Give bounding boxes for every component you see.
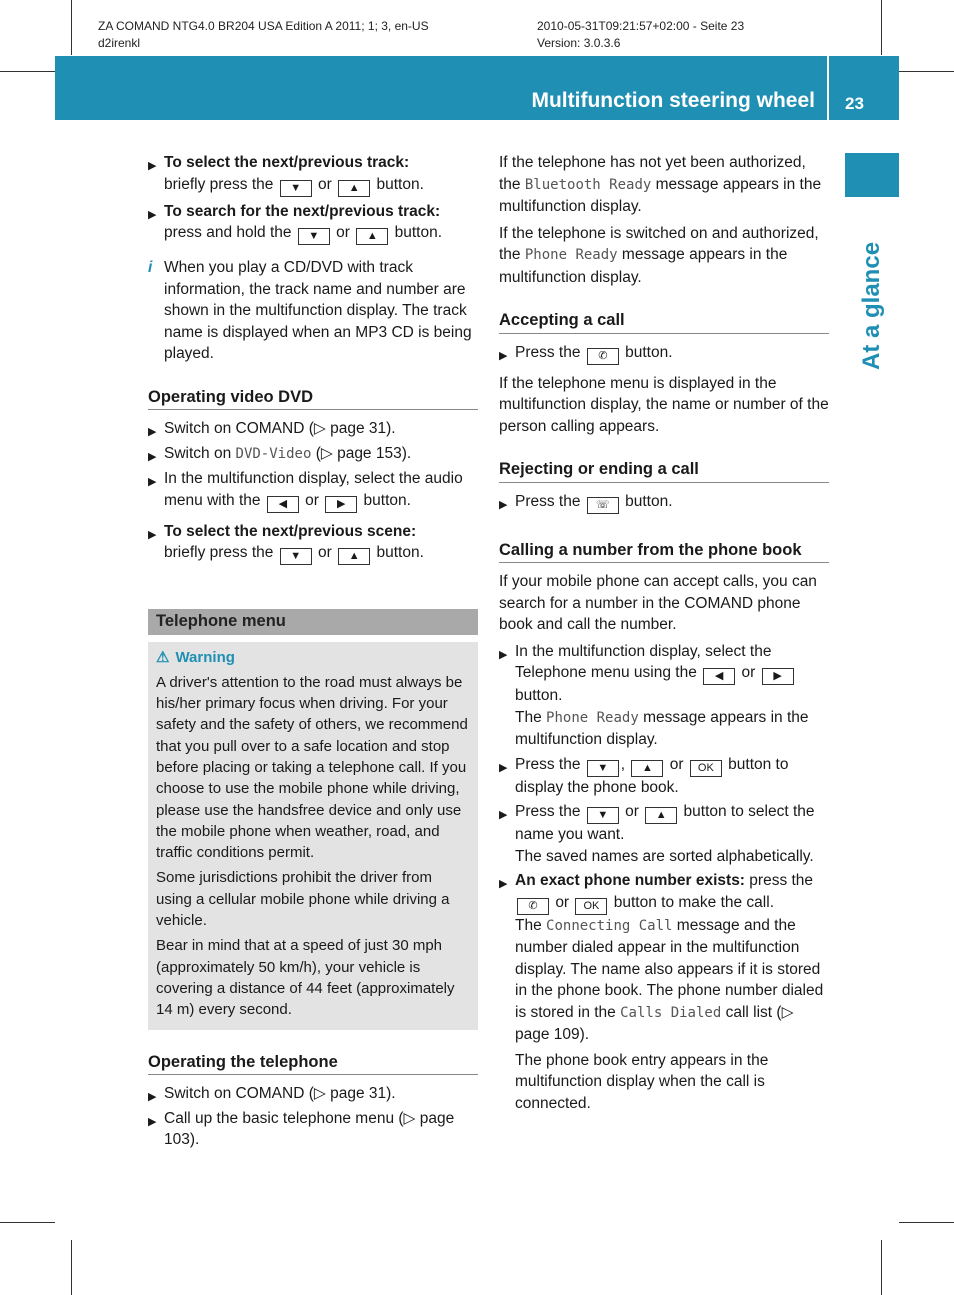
phone-hangup-icon: ☏: [587, 497, 619, 514]
list-item: ▶ In the multifunction display, select the Telephone menu using the ◀ or ▶ button. The Phone Ready message appears in the multifunction display.: [499, 642, 809, 748]
left-column: [148, 152, 478, 1154]
step-arrow-icon: ▶: [148, 1115, 157, 1128]
step-arrow-icon: ▶: [148, 208, 157, 221]
step-arrow-icon: ▶: [148, 426, 157, 438]
right-key-icon: ▶: [762, 668, 794, 685]
list-item: ▶ Press the ▼ or ▲ button to select the name you want. The saved names are sorted alphabetically.: [499, 803, 815, 865]
crop-mark: [0, 1222, 55, 1223]
crop-mark: [899, 1222, 954, 1223]
list-item: ▶ To select the next/previous scene: briefly press the ▼ or ▲ button.: [148, 521, 478, 566]
crop-mark: [899, 71, 954, 72]
list-item: ▶ Switch on DVD-Video (▷ page 153).: [148, 443, 478, 466]
section-heading: Calling a number from the phone book: [499, 540, 829, 564]
ok-key-icon: OK: [575, 898, 607, 915]
left-key-icon: ◀: [703, 668, 735, 685]
step-arrow-icon: ▶: [148, 1091, 157, 1104]
print-meta-right: 2010-05-31T09:21:57+02:00 - Seite 23 Version: 3.0.3.6: [537, 19, 745, 50]
up-key-icon: ▲: [338, 180, 370, 197]
info-icon: i: [148, 259, 153, 276]
list-item: ▶ Switch on COMAND (▷ page 31).: [148, 1083, 478, 1105]
print-meta-left: ZA COMAND NTG4.0 BR204 USA Edition A 2011; 1; 3, en-US d2irenkl: [98, 19, 429, 50]
down-key-icon: ▼: [280, 180, 312, 197]
step-arrow-icon: ▶: [148, 160, 157, 172]
right-column: If the telephone has not yet been authorized, the Bluetooth Ready message appears in the multifunction display. If the telephone is switched on and authorized, the Phone Ready message appears in the multifunction display. Accepting a call ▶ Press the ✆ button. If the telephone menu is displayed in the multifunction display, the name or number of the person calling appears. Rejecting or ending a call ▶ Press the ☏ button. Calling a number from the phone book If your mobile phone can accept calls, you can search for a number in the COMAND phone book and call the number. ▶ In the multifunction display, select the Telephone menu using the ◀ or ▶ button. The Phone Ready message appears in the multifunction display. ▶ Press the ▼ , ▲ or OK button to display the phone book. ▶ Press the ▼ or ▲ button to select the name you want. The saved names are sorted alphabetically. ▶ An exact phone number exists: press the ✆ or OK button to make the call. The Connecting Call message and the number dialed appear in the multifunction display. The name also appears if it is stored in the phone book. The phone number dialed is stored in the Calls Dialed call list (▷ page 109). The phone book entry appears in the multifunction display when the call is connected.: [499, 152, 829, 1117]
warning-box: ⚠ Warning A driver's attention to the road must always be his/her primary focus when driving. For your safety and the safety of others, we recommend that you pull over to a safe location and stop before placing or taking a telephone call. If you choose to use the mobile phone while driving, please use the handsfree device and only use the mobile phone when weather, road, and traffic conditions permit. Some jurisdictions prohibit the driver from using a cellular mobile phone while driving a vehicle. Bear in mind that at a speed of just 30 mph (approximately 50 km/h), your vehicle is covering a distance of 44 feet (approximately 14 m) every second.: [148, 642, 478, 1030]
step-arrow-icon: ▶: [499, 498, 508, 511]
phone-pickup-icon: ✆: [587, 348, 619, 365]
section-heading: Accepting a call: [499, 310, 829, 334]
list-item: ▶ In the multifunction display, select the audio menu with the ◀ or ▶ button.: [148, 468, 478, 513]
page-number: 23: [845, 94, 864, 113]
step-arrow-icon: ▶: [499, 809, 508, 821]
section-heading: Operating video DVD: [148, 387, 478, 411]
section-heading: Rejecting or ending a call: [499, 459, 829, 483]
crop-mark: [71, 0, 72, 55]
side-tab-marker: [845, 153, 899, 197]
crop-mark: [71, 1240, 72, 1295]
list-item: ▶ Call up the basic telephone menu (▷ page 103).: [148, 1109, 455, 1149]
telephone-menu-heading: Telephone menu: [148, 609, 478, 635]
phone-pickup-icon: ✆: [517, 898, 549, 915]
up-key-icon: ▲: [631, 760, 663, 777]
crop-mark: [881, 1240, 882, 1295]
list-item: ▶ An exact phone number exists: press the ✆ or OK button to make the call. The Connecting Call message and the number dialed appear in the multifunction display. The name also appears if it is stored in the phone book. The phone number dialed is stored in the Calls Dialed call list (▷ page 109). The phone book entry appears in the multifunction display when the call is connected.: [499, 872, 824, 1112]
side-tab-label: At a glance: [858, 241, 885, 370]
up-key-icon: ▲: [338, 548, 370, 565]
section-heading: Operating the telephone: [148, 1052, 478, 1076]
ok-key-icon: OK: [690, 760, 722, 777]
list-item: ▶ Press the ▼ , ▲ or OK button to display the phone book.: [499, 755, 789, 796]
page-header: [55, 56, 899, 120]
up-key-icon: ▲: [645, 807, 677, 824]
list-item: ▶ To select the next/previous track: briefly press the ▼ or ▲ button.: [148, 152, 478, 197]
info-note: i When you play a CD/DVD with track information, the track name and number are shown in the multifunction display. The track name is displayed when an MP3 CD is being played.: [148, 259, 472, 362]
down-key-icon: ▼: [587, 760, 619, 777]
down-key-icon: ▼: [280, 548, 312, 565]
step-arrow-icon: ▶: [148, 450, 157, 463]
header-divider: [827, 56, 829, 120]
left-key-icon: ◀: [267, 496, 299, 513]
step-arrow-icon: ▶: [499, 878, 508, 890]
step-arrow-icon: ▶: [499, 761, 508, 774]
step-arrow-icon: ▶: [148, 528, 157, 541]
list-item: ▶ To search for the next/previous track: press and hold the ▼ or ▲ button.: [148, 201, 478, 246]
step-arrow-icon: ▶: [499, 349, 508, 362]
right-key-icon: ▶: [325, 496, 357, 513]
list-item: ▶ Press the ☏ button.: [499, 491, 829, 514]
step-arrow-icon: ▶: [499, 648, 508, 661]
warning-triangle-icon: ⚠: [156, 648, 170, 666]
list-item: ▶ Switch on COMAND (▷ page 31).: [148, 418, 478, 440]
down-key-icon: ▼: [298, 228, 330, 245]
list-item: ▶ Press the ✆ button.: [499, 342, 829, 365]
up-key-icon: ▲: [356, 228, 388, 245]
crop-mark: [881, 0, 882, 55]
crop-mark: [0, 71, 55, 72]
down-key-icon: ▼: [587, 807, 619, 824]
step-arrow-icon: ▶: [148, 476, 157, 488]
page-title: Multifunction steering wheel: [531, 89, 815, 112]
